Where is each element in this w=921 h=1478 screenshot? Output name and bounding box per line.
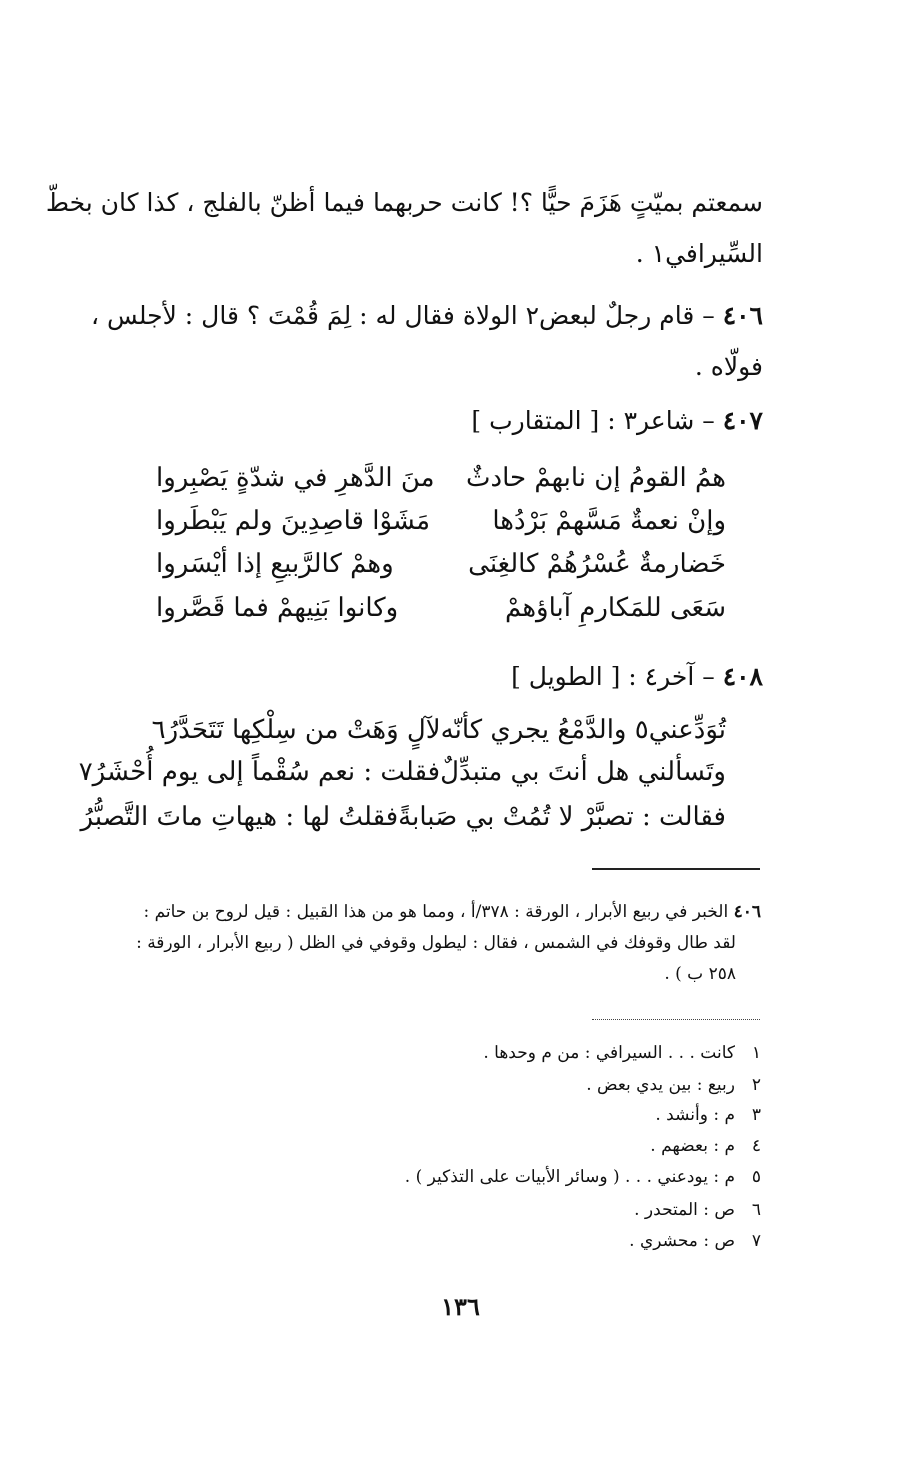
footnote-line: ٢٥٨ ب ) . [664,964,736,984]
entry-407-heading [471,406,763,435]
verse-hemistich-first: همُ القومُ إن نابهمْ حادثٌ [466,463,726,493]
entry-text: – شاعر٣ : [ المتقارب ] [471,406,715,435]
note-text: م : وأنشد . [655,1105,735,1125]
entry-number: ٤٠٧ [722,406,763,435]
note-text: م : بعضهم . [650,1136,735,1156]
note-text: ص : محشري . [629,1231,735,1251]
entry-number: ٤٠٦ [722,301,763,330]
verse-hemistich-first: سَعَى للمَكارمِ آباؤهمْ [505,593,726,623]
verse-hemistich-second: منَ الدَّهرِ في شدّةٍ يَصْبِروا [156,463,435,493]
footnote-line: لقد طال وقوفك في الشمس ، فقال : ليطول وقوفي في الظل ( ربيع الأبرار ، الورقة : [136,933,736,953]
footnote-line [143,902,761,922]
variant-note [483,1043,761,1063]
verse-hemistich-second: فقلتُ لها : هيهاتِ ماتَ التَّصبُّرُ [80,802,399,832]
note-text: كانت . . . السيرافي : من م وحدها . [483,1043,735,1063]
note-number: ٣ [751,1105,761,1125]
note-number: ٢ [751,1075,761,1095]
verse-hemistich-second: وهمْ كالرَّبيعِ إذا أيْسَروا [156,549,394,579]
note-number: ٥ [751,1167,761,1187]
variant-note [650,1136,761,1156]
variant-note [655,1105,761,1125]
notes-separator [592,1019,760,1020]
note-text: م : يودعني . . . ( وسائر الأبيات على التذكير ) . [404,1167,735,1187]
paragraph-line: السِّيرافي١ . [635,239,763,268]
entry-408-heading [511,662,763,691]
variant-note [586,1075,761,1095]
paragraph-line: فولّاه . [694,352,763,381]
verse-line [156,506,726,546]
verse-hemistich-second: مَشَوْا قاصِدِينَ ولم يَبْطَروا [156,506,430,536]
variant-note [634,1200,761,1220]
variant-note [405,1167,761,1187]
verse-hemistich-second: لآلٍ وَهَتْ من سِلْكِها تَتَحَدَّرُ٦ [151,715,441,745]
verse-hemistich-first: فقالت : تصبَّرْ لا تُمُتْ بي صَبابةً [398,802,726,832]
verse-hemistich-second: وكانوا بَنِيهمْ فما قَصَّروا [156,593,399,623]
verse-line [156,549,726,589]
entry-text: – قام رجلٌ لبعض٢ الولاة فقال له : لِمَ قُمْتَ ؟ قال : لأجلس ، [90,301,715,330]
note-text: ربيع : بين يدي بعض . [586,1075,735,1095]
footnote-separator [592,868,760,870]
entry-number: ٤٠٨ [722,662,763,691]
verse-line [80,802,726,842]
note-text: ص : المتحدر . [634,1200,735,1220]
variant-note [629,1231,761,1251]
entry-text: – آخر٤ : [ الطويل ] [511,662,715,691]
page-number: ١٣٦ [441,1292,480,1321]
verse-hemistich-first: وتَسألني هل أنتَ بي متبدِّلٌ [440,757,726,787]
verse-hemistich-second: فقلت : نعم سُقْماً إلى يوم أُحْشَرُ٧ [78,757,441,787]
note-number: ١ [751,1043,761,1063]
verse-hemistich-first: خَضارمةٌ عُسْرُهُمْ كالغِنَى [468,549,726,579]
verse-hemistich-first: وإنْ نعمةٌ مَسَّهمْ بَرْدُها [492,506,726,536]
paragraph-line: سمعتم بميّتٍ هَزَمَ حيًّا ؟! كانت حربهما فيما أظنّ بالفلج ، كذا كان بخطّ [45,188,763,217]
verse-line [156,593,726,633]
note-number: ٤ [751,1136,761,1156]
verse-line [151,715,726,755]
entry-406-heading [91,301,763,330]
verse-line [156,463,726,503]
verse-hemistich-first: تُوَدِّعني٥ والدَّمْعُ يجري كأنّه [440,715,726,745]
footnote-text: الخبر في ربيع الأبرار ، الورقة : ٣٧٨/أ ، ومما هو من هذا القبيل : قيل لروح بن حاتم : [143,902,729,922]
note-number: ٦ [751,1200,761,1220]
note-number: ٧ [751,1231,761,1251]
footnote-number: ٤٠٦ [733,902,761,922]
verse-line [78,757,726,797]
